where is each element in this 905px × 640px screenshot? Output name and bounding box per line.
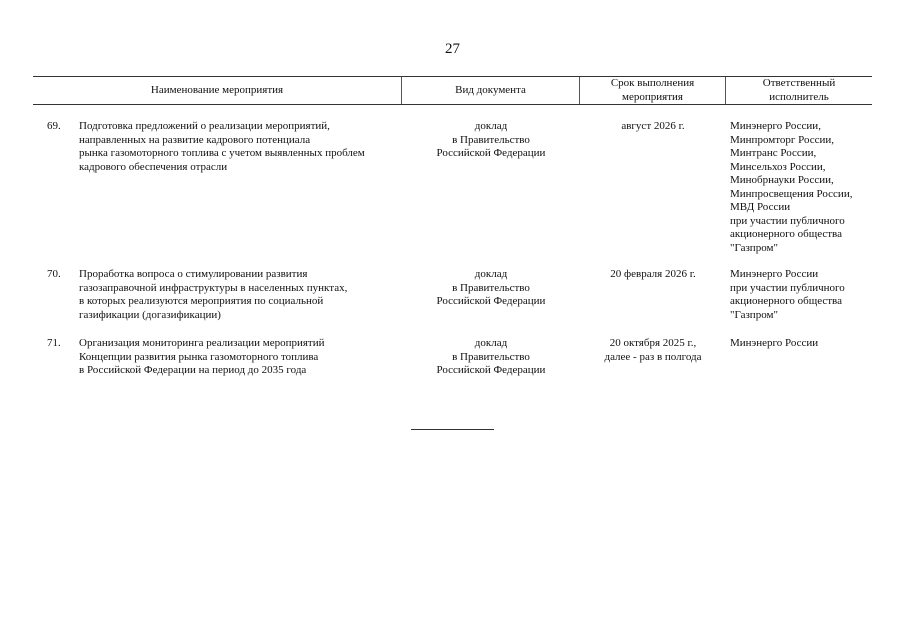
text-line: Наименование мероприятия [150,83,284,96]
document-type [402,337,580,378]
text-line: исполнитель [769,90,829,103]
text-line: Ответственный [762,77,836,89]
text-line: Срок выполнения [610,77,695,89]
text-line: кадрового обеспечения отрасли [79,160,228,173]
text-line: Концепции развития рынка газомоторного топлива [79,350,319,363]
text-line: при участии публичного [730,281,845,294]
header-document-type [402,77,580,104]
text-line: Минэнерго России [730,268,819,280]
text-line: мероприятия [622,90,683,103]
end-of-table-rule [411,429,494,430]
text-line: Вид документа [455,83,526,96]
document-type [402,120,580,161]
responsible-executor [730,268,872,322]
text-line: Российской Федерации [436,364,546,376]
text-line: в Российской Федерации на период до 2035 года [79,364,307,376]
measure-name [79,337,401,378]
text-line: в Правительство [452,133,530,146]
text-line: МВД России [730,201,791,213]
text-line: Российской Федерации [436,147,546,159]
header-document-type-text [455,84,526,98]
text-line: Минэнерго России [730,337,819,349]
header-measure-name-text [151,84,283,98]
text-line: Проработка вопроса о стимулировании развития [79,268,308,280]
text-line: доклад [474,120,508,132]
header-responsible [726,77,872,104]
text-line: Подготовка предложений о реализации мероприятий, [79,120,330,132]
measures-table [33,76,872,376]
measure-name [79,120,401,174]
header-responsible-text [763,77,835,104]
text-line: газификации (догазификации) [79,308,221,321]
text-line: Организация мониторинга реализации мероприятий [79,337,325,349]
deadline [580,337,726,364]
text-line: Минпромторг России, [730,133,835,146]
text-line: Минэнерго России, [730,120,821,132]
header-measure-name [33,77,402,104]
row-number: 69. [47,120,61,132]
deadline [580,120,726,134]
text-line: август 2026 г. [621,120,685,132]
text-line: направленных на развитие кадрового потенциала [79,133,311,146]
text-line: 20 февраля 2026 г. [610,268,696,280]
text-line: "Газпром" [730,241,778,254]
text-line: "Газпром" [730,308,778,321]
text-line: 20 октября 2025 г., [609,337,697,349]
text-line: в Правительство [452,281,530,294]
text-line: доклад [474,337,508,349]
text-line: Минпросвещения России, [730,187,853,200]
text-line: в Правительство [452,350,530,363]
text-line: Минтранс России, [730,147,817,159]
table-header [33,76,872,105]
row-number: 71. [47,337,61,349]
text-line: далее - раз в полгода [604,350,702,363]
row-number: 70. [47,268,61,280]
text-line: доклад [474,268,508,280]
text-line: акционерного общества [730,295,842,307]
header-deadline [580,77,726,104]
responsible-executor [730,337,872,351]
text-line: Минсельхоз России, [730,160,826,173]
text-line: Российской Федерации [436,295,546,307]
text-line: акционерного общества [730,228,842,240]
text-line: при участии публичного [730,214,845,227]
deadline [580,268,726,282]
text-line: газозаправочной инфраструктуры в населенных пунктах, [79,281,348,294]
page-number: 27 [445,41,460,57]
measure-name [79,268,401,322]
text-line: рынка газомоторного топлива с учетом выявленных проблем [79,147,365,159]
text-line: в которых реализуются мероприятия по социальной [79,295,324,307]
document-type [402,268,580,309]
header-deadline-text [611,77,694,104]
text-line: Минобрнауки России, [730,174,834,186]
responsible-executor [730,120,872,255]
